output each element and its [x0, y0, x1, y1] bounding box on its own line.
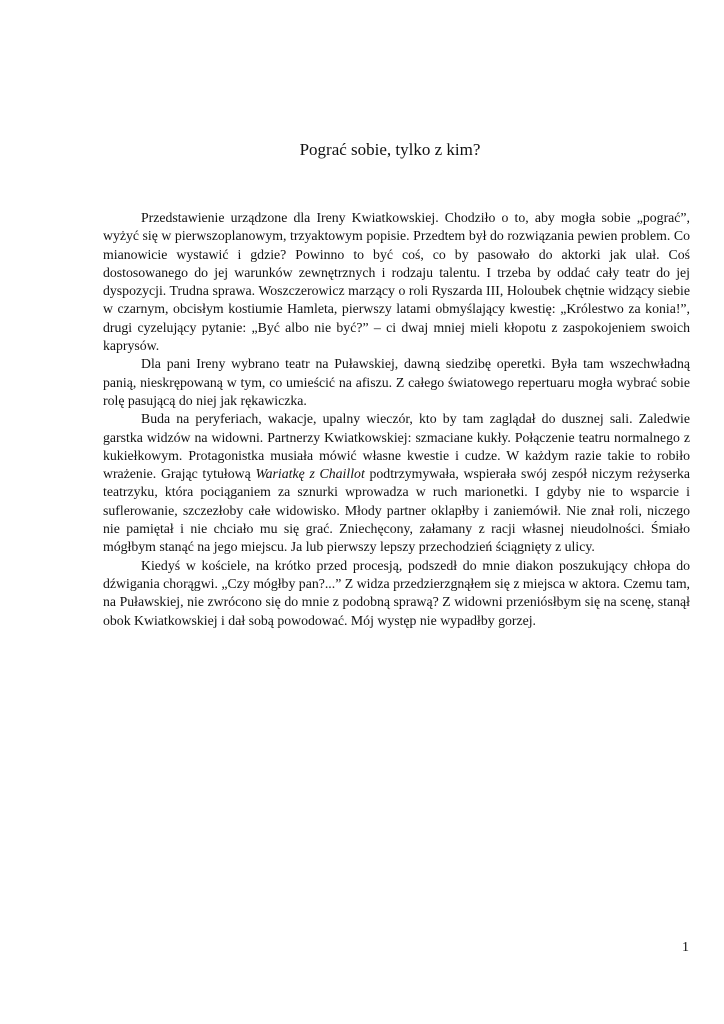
italic-title: Wariatkę z Chaillot: [255, 466, 365, 482]
paragraph: [103, 355, 690, 410]
paragraph: [103, 209, 690, 355]
body-text: [103, 209, 690, 630]
paragraph-text: Kiedyś w kościele, na krótko przed procesją, podszedł do mnie diakon poszukujący chłopa do dźwigania chorągwi. „Czy mógłby pan?...” Z widza przedzierzgnąłem się z miejsca w aktora. Czemu tam, na Puławskiej, nie zwrócono się do mnie z podobną sprawą? Z widowni przeniósłbym się na scenę, stanął obok Kwiatkowskiej i dał sobą powodować. Mój występ nie wypadłby gorzej.: [103, 557, 690, 628]
page-number: 1: [682, 940, 689, 955]
document-title: Pograć sobie, tylko z kim?: [299, 140, 481, 159]
paragraph-text: podtrzymywała, wspierała swój zespół niczym reżyserka teatrzyku, która pociąganiem za sznurki wprowadza w ruch marionetki. I gdyby nie to wsparcie i suflerowanie, szczezłoby całe widowisko. Młody partner oklapłby i zaniemówił. Nie znał roli, niczego nie pamiętał i nie chciało mu się grać. Zniechęcony, załamany z racji własnej nieudolności. Śmiało mógłbym stanąć na jego miejscu. Ja lub pierwszy lepszy przechodzień ściągnięty z ulicy.: [103, 466, 690, 555]
paragraph-text: Buda na peryferiach, wakacje, upalny wieczór, kto by tam zaglądał do dusznej sali. Zaledwie garstka widzów na widowni. Partnerzy Kwiatkowskiej: szmaciane kukły. Połączenie teatru normalnego z kukiełkowym. Protagonistka musiała mówić własne kwestie i cudze. W każdym razie takie to robiło wrażenie. Grając tytułową: [103, 411, 690, 482]
paragraph: [103, 410, 690, 556]
paragraph-text: Dla pani Ireny wybrano teatr na Puławskiej, dawną siedzibę operetki. Była tam wszechwładną panią, nieskrępowaną w tym, co umieścić na afiszu. Z całego światowego repertuaru mogła wybrać sobie rolę pasującą do niej jak rękawiczka.: [103, 356, 690, 408]
paragraph-text: Przedstawienie urządzone dla Ireny Kwiatkowskiej. Chodziło o to, aby mogła sobie „pograć”, wyżyć się w pierwszoplanowym, trzyaktowym popisie. Przedtem był do rozwiązania pewien problem. Co mianowicie wystawić i gdzie? Powinno to być coś, co by pasowało do aktorki jak ulał. Coś dostosowanego do jej warunków zewnętrznych i rodzaju talentu. I trzeba by oddać cały teatr do jej dyspozycji. Trudna sprawa. Woszczerowicz marzący o roli Ryszarda III, Holoubek chętnie widzący siebie w czarnym, obcisłym kostiumie Hamleta, pierwszy latami obmyślający kwestię: „Królestwo za konia!”, drugi cyzelujący pytanie: „Być albo nie być?” – ci dwaj mniej mieli kłopotu z zaspokojeniem swoich kaprysów.: [103, 210, 690, 354]
paragraph: [103, 557, 690, 630]
